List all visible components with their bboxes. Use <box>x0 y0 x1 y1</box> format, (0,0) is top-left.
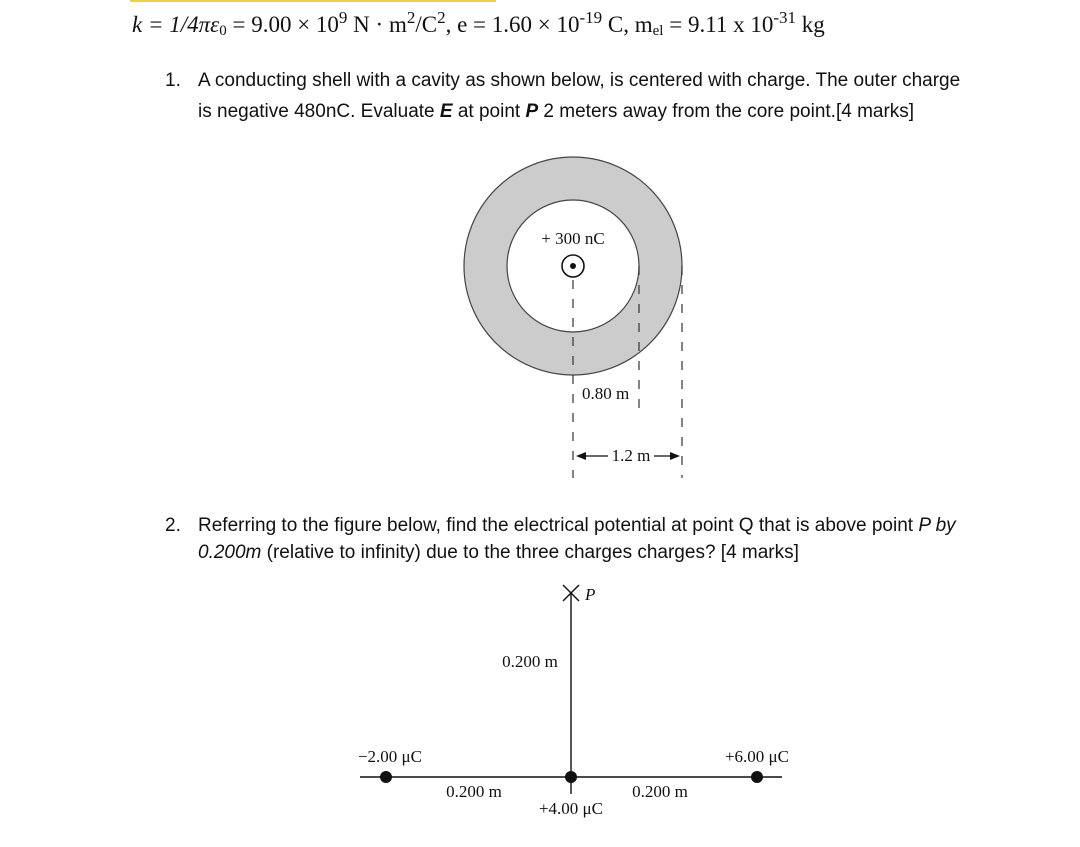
question-1-number: 1. <box>165 70 181 91</box>
constants-sup-9: 9 <box>338 8 348 27</box>
question-2-number: 2. <box>165 515 181 536</box>
q1-point-symbol: P <box>525 100 539 122</box>
left-charge-dot <box>380 771 392 783</box>
outer-radius-label: 1.2 m <box>611 446 651 465</box>
inner-radius-label: 0.80 m <box>582 384 630 403</box>
center-charge-dot <box>565 771 577 783</box>
charge-label: + 300 nC <box>541 229 605 248</box>
constants-part-f: C, m <box>602 12 653 37</box>
right-charge-label: +6.00 μC <box>724 747 790 766</box>
point-p-label: P <box>585 585 596 604</box>
constants-part-d: /C <box>415 12 438 37</box>
constants-part-c: N · m <box>347 12 407 37</box>
q2-text-italic: P by 0.200m <box>198 515 956 563</box>
constants-part-a: k = 1/4πε <box>132 12 220 37</box>
q1-text-a: A conducting shell with a cavity as shown below, is centered with charge. The outer charge is negative 480nC. Evaluate <box>198 70 961 122</box>
q2-text-a: Referring to the figure below, find the electrical potential at point Q that is above point <box>198 515 919 536</box>
constants-sub-0: 0 <box>219 23 227 39</box>
right-charge-dot <box>751 771 763 783</box>
right-distance-label: 0.200 m <box>632 782 688 801</box>
constants-sub-el: el <box>652 23 664 39</box>
constants-sup-31: -31 <box>773 8 797 27</box>
left-distance-label: 0.200 m <box>446 782 502 801</box>
constants-sup-19: -19 <box>579 8 603 27</box>
constants-part-b: = 9.00 × 10 <box>226 12 339 37</box>
left-charge-label: −2.00 μC <box>357 747 423 766</box>
center-charge-label: +4.00 μC <box>538 799 604 818</box>
constants-sup-2b: 2 <box>437 8 446 27</box>
q2-text-b: (relative to infinity) due to the three charges charges? [4 marks] <box>261 542 799 563</box>
q1-field-symbol: E <box>439 100 453 122</box>
constants-part-g: = 9.11 x 10 <box>663 12 774 37</box>
constants-part-e: , e = 1.60 × 10 <box>445 12 580 37</box>
q1-text-b: at point <box>452 100 526 122</box>
constants-sup-2a: 2 <box>406 8 416 27</box>
vertical-distance-label: 0.200 m <box>502 652 558 671</box>
constants-part-h: kg <box>796 12 825 37</box>
q1-text-c: 2 meters away from the core point.[4 marks] <box>538 100 915 122</box>
